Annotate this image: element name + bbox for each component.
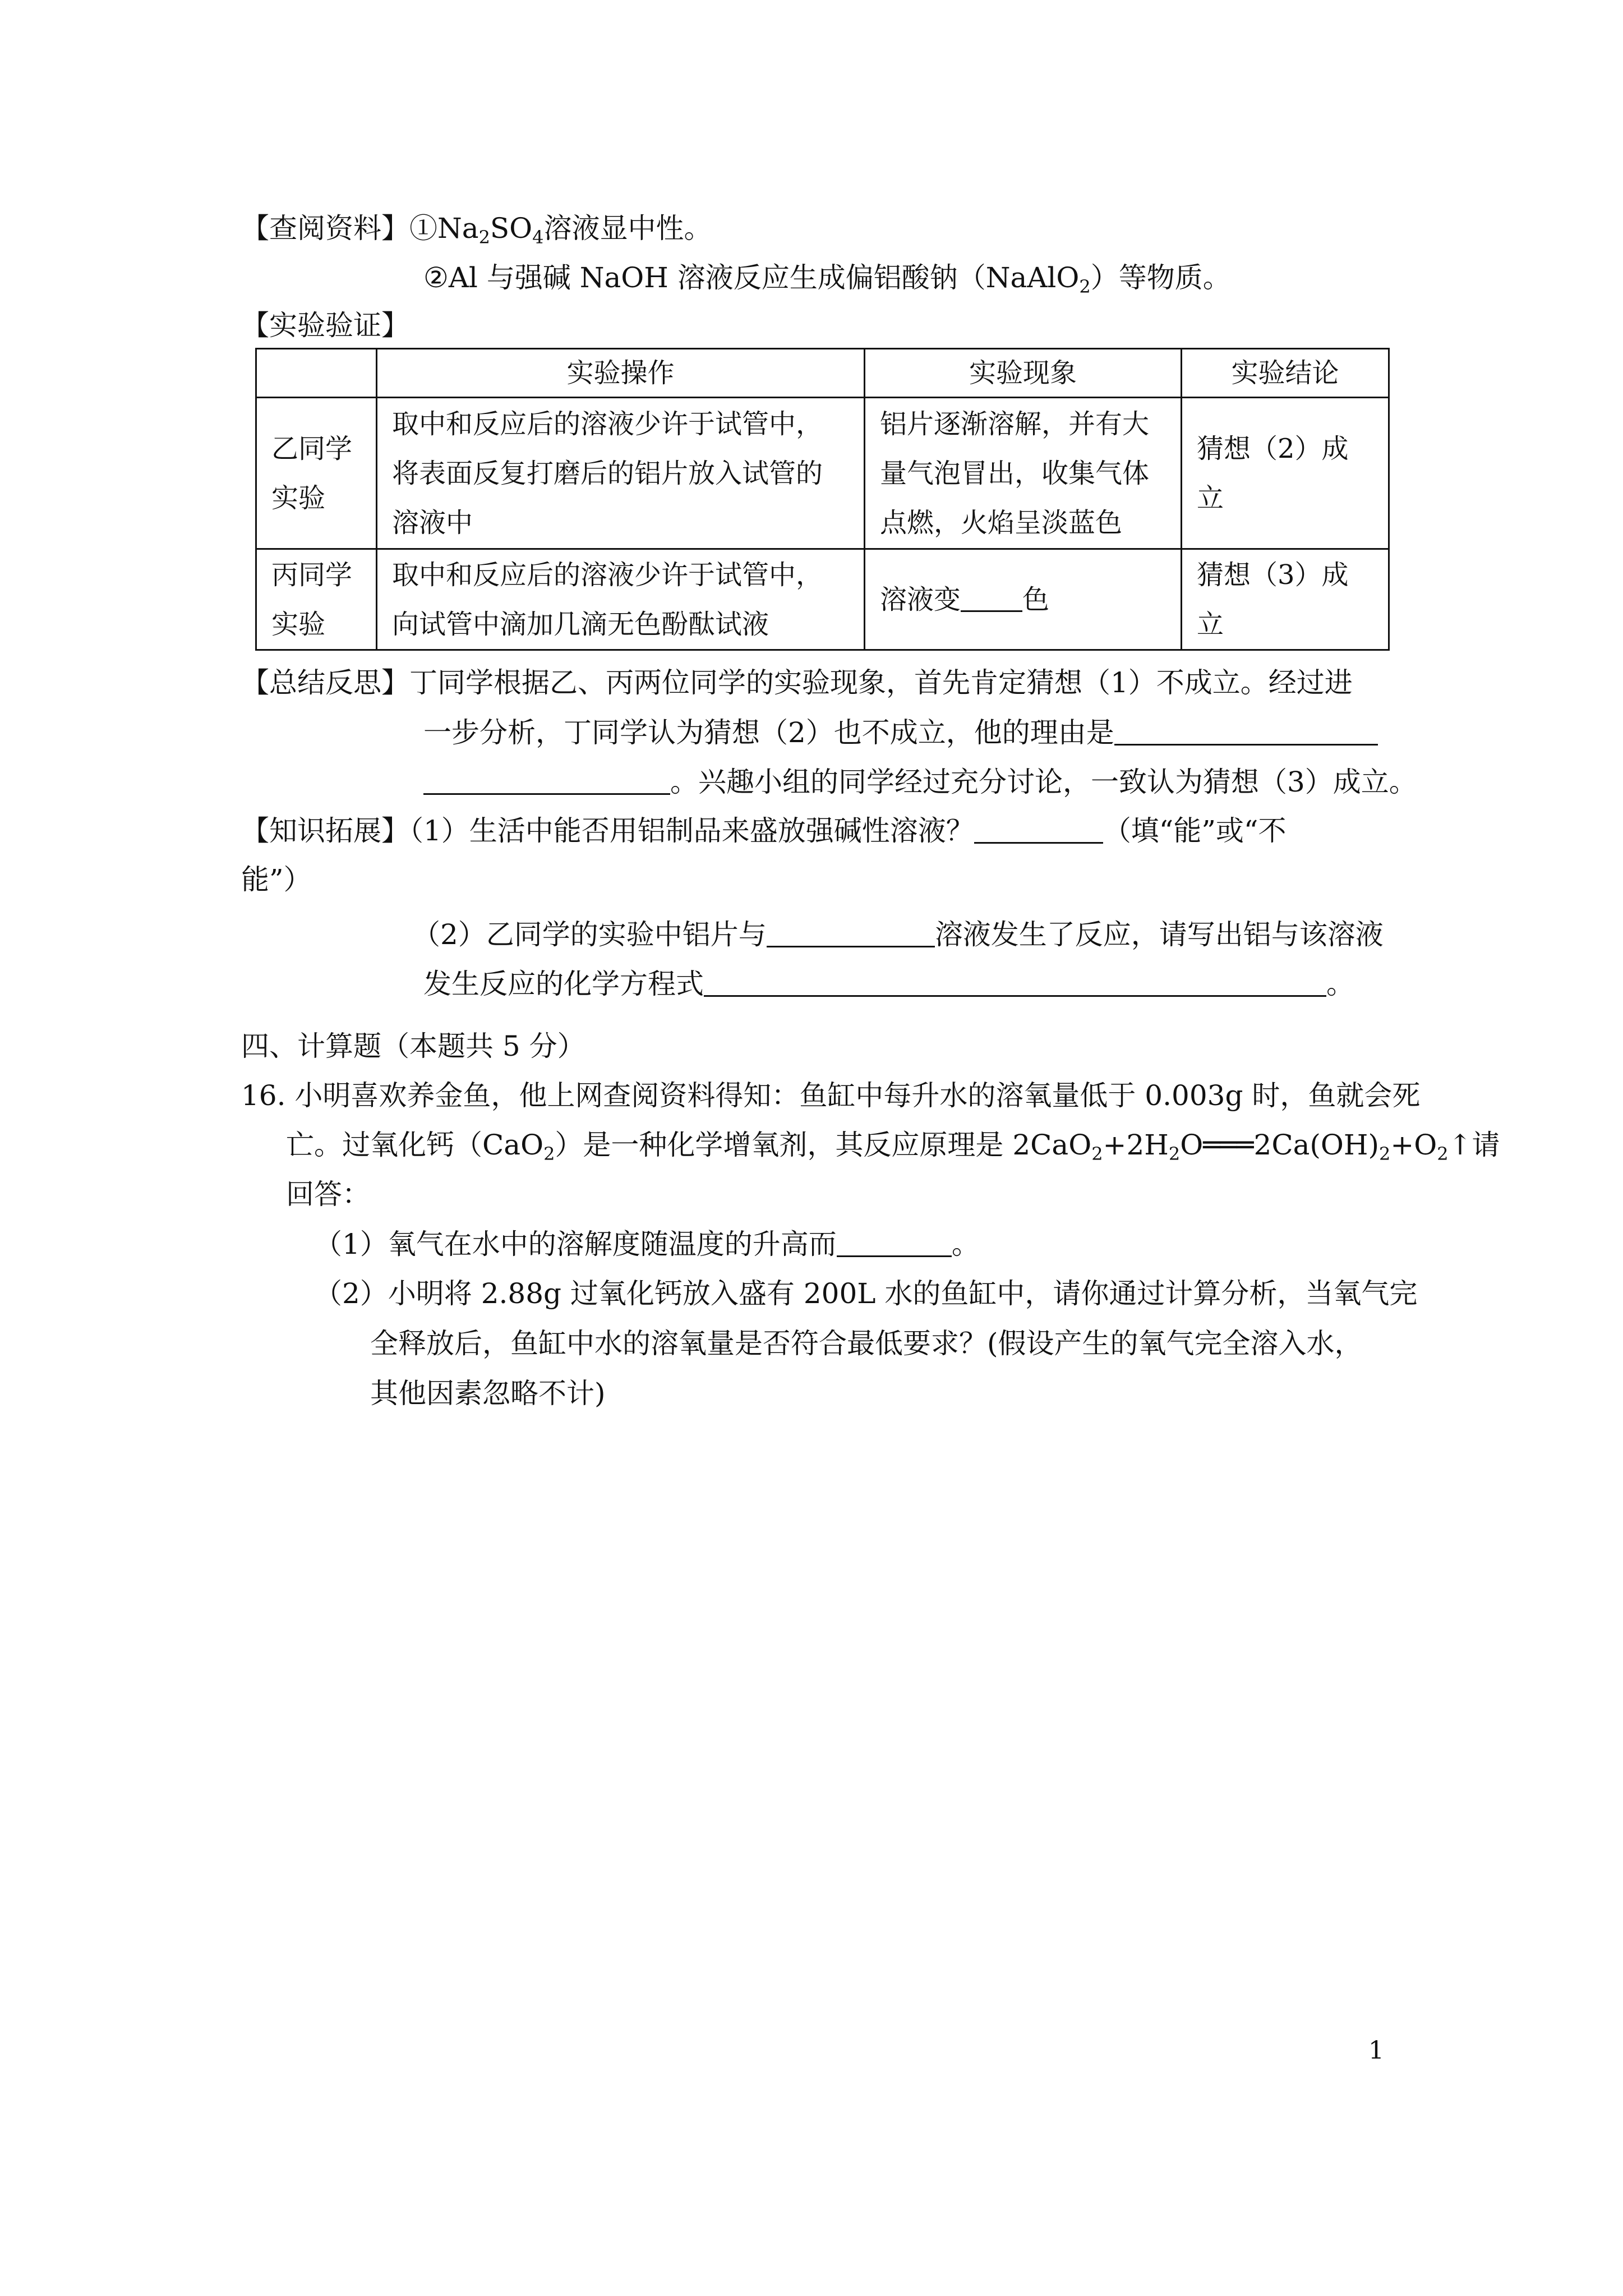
answer-blank[interactable] — [1114, 718, 1378, 746]
table-row — [256, 549, 1389, 650]
answer-blank[interactable] — [974, 816, 1103, 844]
sub-question-2-line-1: （2）小明将 2.88g 过氧化钙放入盛有 200L 水的鱼缸中，请你通过计算分析，当氧气完 — [314, 1277, 1418, 1310]
answer-blank[interactable] — [961, 585, 1022, 612]
row-operation: 取中和反应后的溶液少许于试管中，将表面反复打磨后的铝片放入试管的溶液中 — [377, 398, 865, 549]
row-phenomenon: 铝片逐渐溶解，并有大量气泡冒出，收集气体点燃，火焰呈淡蓝色 — [865, 398, 1182, 549]
sub-question-2-line-3: 其他因素忽略不计) — [370, 1377, 606, 1410]
answer-blank[interactable] — [704, 969, 1326, 997]
row-phenomenon: 溶液变 色 — [865, 549, 1182, 650]
question-16-line-3: 回答： — [286, 1178, 370, 1211]
extension-q2-line-2: 发生反应的化学方程式 。 — [423, 968, 1354, 1000]
summary-line-1: 【总结反思】丁同学根据乙、丙两位同学的实验现象，首先肯定猜想（1）不成立。经过进 — [241, 666, 1353, 699]
sub-question-2-line-2: 全释放后，鱼缸中水的溶氧量是否符合最低要求？(假设产生的氧气完全溶入水， — [370, 1327, 1363, 1360]
reference-line-1: 【查阅资料】$①Na_2SO_4$溶液显中性。 — [241, 212, 712, 248]
question-16-line-2: 亡。过氧化钙（CaO$_2$）是一种化学增氧剂，其反应原理是 $2CaO_2+2H_2O═══2Ca(OH)_2+O_2↑$请 — [286, 1129, 1500, 1165]
table-header-row — [256, 349, 1389, 398]
question-16-line-1: 16. 小明喜欢养金鱼，他上网查阅资料得知：鱼缸中每升水的溶氧量低于 0.003g 时，鱼就会死 — [241, 1079, 1421, 1112]
row-student: 乙同学实验 — [256, 398, 377, 549]
extension-q2-line-1: （2）乙同学的实验中铝片与 溶液发生了反应，请写出铝与该溶液 — [412, 918, 1384, 951]
extension-tag: 【知识拓展】 — [241, 815, 409, 847]
row-conclusion: 猜想（3）成立 — [1182, 549, 1389, 650]
page-number: 1 — [1368, 2036, 1384, 2065]
extension-line-2: 能”） — [241, 863, 312, 896]
row-student: 丙同学实验 — [256, 549, 377, 650]
summary-line-3: 。兴趣小组的同学经过充分讨论，一致认为猜想（3）成立。 — [423, 767, 1417, 796]
header-phenomenon: 实验现象 — [865, 349, 1182, 398]
section-title: 四、计算题（本题共 5 分） — [241, 1030, 585, 1062]
header-empty — [256, 349, 377, 398]
answer-blank[interactable] — [837, 1230, 952, 1257]
answer-blank[interactable] — [767, 920, 935, 947]
summary-line-2: 一步分析，丁同学认为猜想（2）也不成立，他的理由是 — [423, 718, 1378, 747]
extension-line-1: 【知识拓展】（1）生活中能否用铝制品来盛放强碱性溶液？ （填“能”或“不 — [241, 815, 1287, 847]
row-conclusion: 猜想（2）成立 — [1182, 398, 1389, 549]
verification-tag: 【实验验证】 — [241, 309, 409, 342]
header-conclusion: 实验结论 — [1182, 349, 1389, 398]
reference-line-2: ②Al 与强碱 NaOH 溶液反应生成偏铝酸钠（NaAlO$_2$）等物质。 — [423, 261, 1231, 297]
reference-tag: 【查阅资料】 — [241, 212, 409, 245]
header-operation: 实验操作 — [377, 349, 865, 398]
row-operation: 取中和反应后的溶液少许于试管中，向试管中滴加几滴无色酚酞试液 — [377, 549, 865, 650]
table-row — [256, 398, 1389, 549]
summary-tag: 【总结反思】 — [241, 666, 409, 699]
answer-blank[interactable] — [423, 767, 670, 795]
experiment-table — [255, 348, 1390, 651]
sub-question-1: （1）氧气在水中的溶解度随温度的升高而 。 — [314, 1228, 980, 1260]
